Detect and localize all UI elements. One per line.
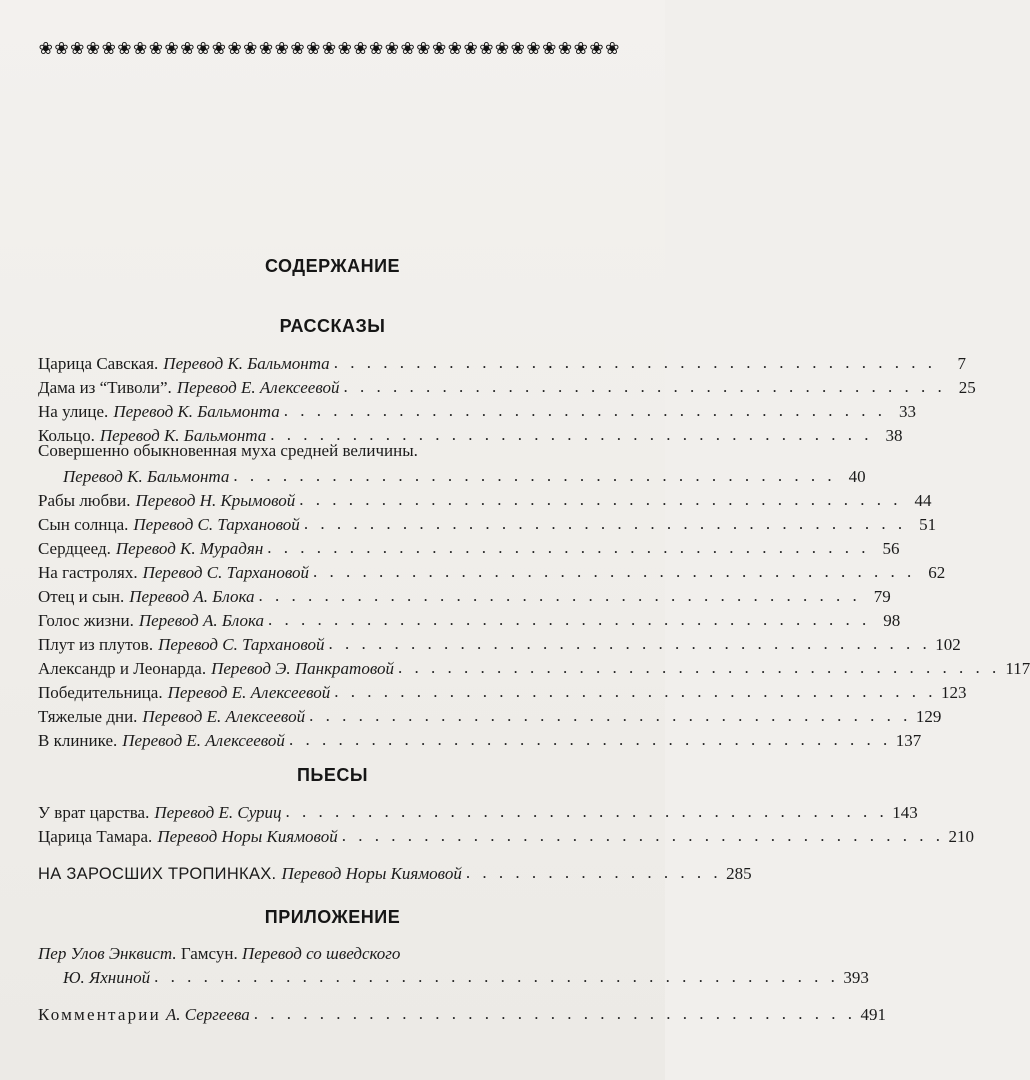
entry-translator: Перевод Е. Суриц: [154, 803, 282, 822]
entry-translator: Перевод Е. Алексеевой: [122, 731, 285, 750]
entry-translator: Перевод С. Тархановой: [133, 515, 300, 534]
flower-ornament-icon: ❀: [353, 39, 368, 58]
contents-heading: СОДЕРЖАНИЕ: [264, 256, 401, 276]
entry-title: На улице.: [38, 402, 109, 421]
entry-title: Тяжелые дни.: [38, 707, 138, 726]
entry-translator: Перевод К. Бальмонта: [99, 426, 267, 445]
flower-ornament-icon: ❀: [290, 39, 305, 58]
entry-title: У врат царства.: [38, 803, 150, 822]
entry-title: Сердцеед.: [38, 539, 111, 558]
entry-translator: Перевод Норы Киямовой: [281, 864, 462, 883]
entry-page: 79: [873, 587, 891, 606]
entry-page: 44: [914, 491, 932, 510]
entry-translator: Перевод К. Бальмонта: [113, 402, 280, 421]
entry-translator: Перевод Е. Алексеевой: [176, 378, 340, 397]
entry-page: 210: [948, 827, 974, 846]
toc-entry: [38, 537, 900, 561]
flower-ornament-icon: ❀: [117, 39, 132, 58]
toc-entry: [38, 729, 922, 753]
leader-dots: . . . . . . . . . . . . . . . . . . . . . . . . . . . . . . . . . . . . .: [303, 514, 907, 533]
leader-dots: . . . . . . . . . . . . . . . . . . . . . . . . . . . . . . . . . . . . .: [341, 826, 944, 845]
flower-ornament-icon: ❀: [321, 39, 337, 58]
toc-entry: [38, 585, 891, 609]
leader-dots: . . . . . . . . . . . . . . . . . . . . . . . . . . . . . . . . . . . . .: [233, 466, 836, 485]
entry-page: 40: [848, 467, 866, 486]
flower-ornament-icon: ❀: [337, 39, 352, 58]
flower-ornament-icon: ❀: [258, 39, 274, 58]
toc-entry: [38, 705, 942, 729]
flower-ornament-icon: ❀: [369, 39, 384, 58]
entry-translator: Перевод Е. Алексеевой: [167, 683, 331, 702]
entry-page: 285: [726, 864, 752, 883]
leader-dots: . . . . . . . . . . . . . . . . . . . . . . . . . . . . . . . . . . . . .: [313, 562, 916, 581]
leader-dots: . . . . . . . . . . . . . . . . . . . . . . . . . . . . . . . . . . . . .: [288, 730, 892, 749]
flower-ornament-icon: ❀: [148, 39, 164, 58]
toc-entry: [38, 489, 932, 513]
flower-ornament-icon: ❀: [447, 39, 462, 58]
leader-dots: . . . . . . . . . . . . . . . . . . . . . . . . . . . . . . . . . . . . .: [283, 401, 886, 420]
entry-page: 98: [883, 611, 901, 630]
flower-ornament-icon: ❀: [479, 39, 494, 58]
section-heading-plays: ПЬЕСЫ: [296, 765, 368, 785]
flower-ornament-icon: ❀: [164, 39, 179, 58]
flower-ornament-icon: ❀: [384, 39, 400, 58]
toc-entry: [38, 801, 918, 825]
entry-page: 393: [843, 968, 869, 987]
toc-entry: [38, 681, 967, 705]
leader-dots: . . . . . . . . . . . . . . . . . . . . . . . . . . . . . . . . . . . . .: [328, 634, 931, 653]
entry-title: Отец и сын.: [38, 587, 125, 606]
leader-dots: . . . . . . . . . . . . . . . . . . . . . . . . . . . . . . . . . . . . .: [258, 586, 861, 605]
flower-ornament-icon: ❀: [463, 39, 478, 58]
flower-ornament-icon: ❀: [573, 39, 588, 58]
entry-title: Александр и Леонарда.: [38, 659, 207, 678]
entry-page: 129: [915, 707, 942, 726]
entry-page: 143: [892, 803, 918, 822]
flower-ornament-icon: ❀: [38, 39, 53, 58]
flower-ornament-icon: ❀: [494, 39, 510, 58]
appendix-translator-line1: Перевод со шведского: [241, 944, 401, 963]
flower-ornament-icon: ❀: [416, 39, 431, 58]
leader-dots: . . . . . . . . . . . . . . . .: [465, 863, 722, 882]
leader-dots: . . . . . . . . . . . . . . . . . . . . . . . . . . . . . . . . . . . . .: [267, 538, 870, 557]
entry-title: Голос жизни.: [38, 611, 134, 630]
entry-translator: Перевод К. Бальмонта: [63, 467, 230, 486]
toc-entry: [38, 561, 946, 585]
toc-entry: [38, 657, 1030, 681]
entry-title: Царица Савская.: [38, 354, 159, 373]
entry-page: 123: [941, 683, 967, 702]
entry-title: Царица Тамара.: [38, 827, 153, 846]
flower-ornament-icon: ❀: [274, 39, 289, 58]
entry-page: 56: [882, 539, 900, 558]
entry-page: 7: [957, 354, 966, 373]
entry-title: Совершенно обыкновенная муха средней величины.: [38, 441, 418, 460]
leader-dots: . . . . . . . . . . . . . . . . . . . . . . . . . . . . . . . . . . . . .: [285, 802, 888, 821]
entry-title: Победительница.: [38, 683, 163, 702]
entry-page: 117: [1005, 659, 1030, 678]
flower-ornament-icon: ❀: [133, 39, 148, 58]
entry-page: 62: [928, 563, 946, 582]
entry-page: 102: [935, 635, 961, 654]
entry-title: Сын солнца.: [38, 515, 129, 534]
entry-translator: Перевод С. Тархановой: [142, 563, 310, 582]
entry-translator: Перевод Н. Крымовой: [135, 491, 296, 510]
entry-title: На гастролях.: [38, 563, 138, 582]
flower-ornament-icon: ❀: [211, 39, 226, 58]
appendix-title: Гамсун.: [180, 944, 238, 963]
entry-title: Дама из “Тиволи”.: [38, 378, 172, 397]
leader-dots: . . . . . . . . . . . . . . . . . . . . . . . . . . . . . . . . . . . . .: [309, 706, 912, 725]
flower-ornament-icon: ❀: [54, 39, 69, 58]
toc-entry: [38, 633, 961, 657]
flower-ornament-icon: ❀: [101, 39, 116, 58]
toc-entry: [63, 465, 866, 489]
entry-page: 25: [958, 378, 976, 397]
entry-translator: Перевод Э. Панкратовой: [211, 659, 394, 678]
leader-dots: . . . . . . . . . . . . . . . . . . . . . . . . . . . . . . . . . . . . .: [253, 1004, 857, 1023]
toc-entry: [38, 513, 937, 537]
entry-translator: А. Сергеева: [165, 1005, 250, 1024]
leader-dots: . . . . . . . . . . . . . . . . . . . . . . . . . . . . . . . . . . . . .: [299, 490, 902, 509]
leader-dots: . . . . . . . . . . . . . . . . . . . . . . . . . . . . . . . . . . . . .: [334, 682, 937, 701]
entry-title: Комментарии: [38, 1005, 161, 1024]
entry-title: НА ЗАРОСШИХ ТРОПИНКАХ.: [38, 865, 277, 883]
entry-title: В клинике.: [38, 731, 118, 750]
toc-entry-appendix: [63, 966, 869, 990]
appendix-translator-line2: Ю. Яхниной: [63, 968, 151, 987]
leader-dots: . . . . . . . . . . . . . . . . . . . . . . . . . . . . . . . . . . . . .: [268, 610, 871, 629]
entry-translator: Перевод К. Мурадян: [115, 539, 264, 558]
entry-page: 33: [898, 402, 916, 421]
flower-ornament-icon: ❀: [542, 39, 557, 58]
leader-dots: . . . . . . . . . . . . . . . . . . . . . . . . . . . . . . . . . . . . .: [333, 353, 936, 372]
flower-ornament-icon: ❀: [605, 39, 620, 58]
entry-translator: Перевод Норы Киямовой: [157, 827, 338, 846]
flower-ornament-icon: ❀: [510, 39, 525, 58]
flower-ornament-icon: ❀: [306, 39, 321, 58]
flower-ornament-icon: ❀: [227, 39, 242, 58]
entry-page: 51: [919, 515, 937, 534]
entry-translator: Перевод А. Блока: [129, 587, 255, 606]
entry-translator: Перевод С. Тархановой: [158, 635, 325, 654]
appendix-first-line: [38, 942, 400, 966]
entry-translator: Перевод К. Бальмонта: [163, 354, 330, 373]
flower-ornament-icon: ❀: [243, 39, 258, 58]
flower-ornament-icon: ❀: [557, 39, 573, 58]
toc-entry-comments: [38, 1003, 887, 1027]
ornament-border: [38, 36, 620, 62]
leader-dots: . . . . . . . . . . . . . . . . . . . . . . . . . . . . . . . . . . . . . . . . . .: [154, 967, 839, 986]
toc-entry: [38, 352, 966, 376]
flower-ornament-icon: ❀: [431, 39, 447, 58]
leader-dots: . . . . . . . . . . . . . . . . . . . . . . . . . . . . . . . . . . . . .: [343, 377, 946, 396]
flower-ornament-icon: ❀: [589, 39, 604, 58]
toc-entry-overgrown: [38, 862, 752, 886]
toc-entry: [38, 376, 976, 400]
entry-translator: Перевод А. Блока: [138, 611, 265, 630]
entry-title: Рабы любви.: [38, 491, 131, 510]
flower-ornament-icon: ❀: [180, 39, 195, 58]
entry-page: 491: [860, 1005, 887, 1024]
section-heading-appendix: ПРИЛОЖЕНИЕ: [264, 907, 401, 927]
flower-ornament-icon: ❀: [400, 39, 415, 58]
appendix-author: Пер Улов Энквист.: [38, 944, 177, 963]
flower-ornament-icon: ❀: [195, 39, 211, 58]
entry-title: Плут из плутов.: [38, 635, 154, 654]
entry-translator: Перевод Е. Алексеевой: [142, 707, 306, 726]
toc-entry: [38, 400, 916, 424]
flower-ornament-icon: ❀: [70, 39, 85, 58]
flower-ornament-icon: ❀: [85, 39, 101, 58]
toc-entry: [38, 609, 901, 633]
leader-dots: . . . . . . . . . . . . . . . . . . . . . . . . . . . . . . . . . . . . .: [270, 425, 873, 444]
entry-page: 137: [895, 731, 922, 750]
entry-page: 38: [885, 426, 903, 445]
entry-title: Кольцо.: [38, 426, 95, 445]
toc-entry: [38, 825, 974, 849]
leader-dots: . . . . . . . . . . . . . . . . . . . . . . . . . . . . . . . . . . . . .: [397, 658, 1001, 677]
flower-ornament-icon: ❀: [526, 39, 541, 58]
section-heading-stories: РАССКАЗЫ: [279, 316, 386, 336]
